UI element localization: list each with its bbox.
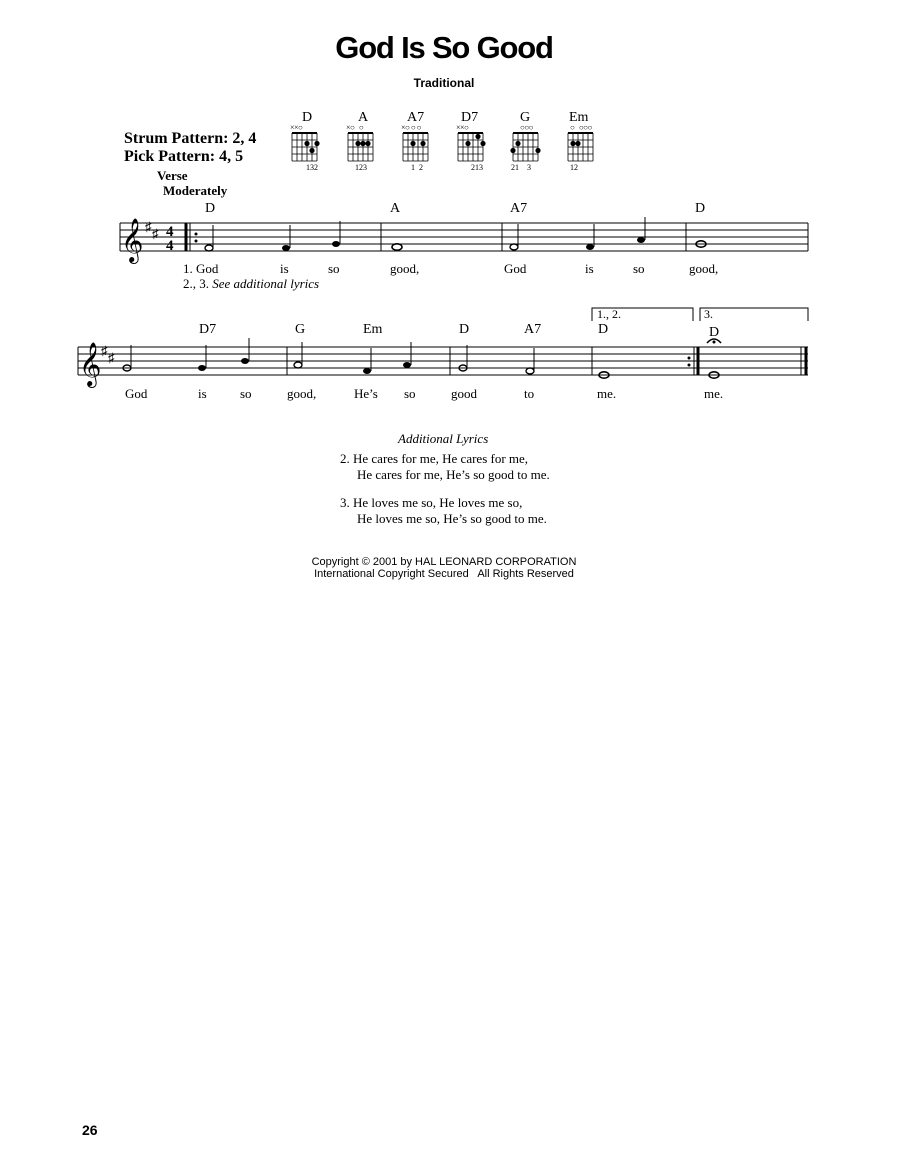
lyric-syllable: good,: [287, 386, 317, 401]
strum-pattern: Strum Pattern: 2, 4: [124, 130, 257, 147]
treble-clef-icon: 𝄞: [121, 220, 144, 262]
chord-fingering: 21 3: [511, 163, 531, 172]
chord-open-mute-marks: ××○: [290, 123, 303, 132]
staff-system-2: [0, 334, 900, 394]
chord-symbol: A7: [510, 201, 528, 216]
lyric-syllable: good: [451, 386, 477, 401]
chord-fingering: 12: [570, 163, 578, 172]
chord-diagram-name: A: [358, 110, 369, 125]
lyric-syllable: to: [524, 386, 535, 401]
chord-open-mute-marks: ○○○: [520, 123, 533, 132]
chord-symbol: D: [459, 322, 470, 337]
chord-symbol: D: [598, 322, 609, 337]
svg-text:4: 4: [166, 224, 174, 240]
lyric-syllable: is: [198, 386, 207, 401]
chord-grid-graphics: [0, 0, 900, 175]
lyric-syllable: is: [280, 261, 289, 276]
staff-system-1: [0, 210, 900, 270]
volta-brackets: [0, 300, 900, 330]
chord-fingering: 132: [306, 163, 318, 172]
additional-lyrics-heading: Additional Lyrics: [398, 431, 489, 446]
chord-diagram-name: A7: [407, 110, 425, 125]
lyric-note: [183, 276, 319, 292]
tempo-marking: Moderately: [163, 183, 228, 198]
lyric-syllable: good,: [689, 261, 719, 276]
first-second-ending-label: 1., 2.: [597, 307, 621, 321]
chord-symbol: D: [695, 201, 706, 216]
lyric-syllable: so: [404, 386, 416, 401]
chord-symbol: G: [295, 322, 306, 337]
treble-clef-icon: 𝄞: [79, 344, 102, 386]
pick-pattern: Pick Pattern: 4, 5: [124, 148, 244, 165]
chord-open-mute-marks: ×○ ○ ○: [401, 123, 422, 132]
lyric-syllable: so: [633, 261, 645, 276]
lyric-note-prefix: 2., 3.: [183, 276, 209, 291]
lyric-syllable: me.: [704, 386, 724, 401]
chord-symbol: A7: [524, 322, 542, 337]
verse-3-line-2: He loves me so, He’s so good to me.: [357, 511, 547, 526]
lyric-note-text: See additional lyrics: [212, 276, 320, 291]
chord-fingering: 213: [471, 163, 483, 172]
verse-2-line-2: He cares for me, He’s so good to me.: [357, 467, 550, 482]
chord-fingering: 123: [355, 163, 367, 172]
chord-open-mute-marks: ○ ○○○: [570, 123, 592, 132]
verse-3-line-1: 3. He loves me so, He loves me so,: [340, 495, 523, 510]
page-number: 26: [82, 1122, 98, 1138]
song-title: God Is So Good: [335, 30, 553, 65]
lyric-syllable: is: [585, 261, 594, 276]
lyric-syllable: God: [125, 386, 148, 401]
chord-diagrams: [0, 0, 900, 175]
chord-symbol: D: [709, 325, 720, 340]
chord-symbol: Em: [363, 322, 383, 337]
lyric-syllable: so: [328, 261, 340, 276]
lyric-syllable: me.: [597, 386, 617, 401]
chord-open-mute-marks: ××○: [456, 123, 469, 132]
lyric-syllable: He’s: [354, 386, 378, 401]
svg-text:4: 4: [166, 238, 174, 254]
chord-symbol: D7: [199, 322, 217, 337]
svg-text:♯: ♯: [152, 226, 159, 241]
chord-diagram-name: D: [302, 110, 313, 125]
chord-diagram-name: G: [520, 110, 531, 125]
chord-diagram-name: Em: [569, 110, 589, 125]
svg-text:♯: ♯: [101, 343, 108, 358]
chord-diagram-name: D7: [461, 110, 479, 125]
chord-open-mute-marks: ×○ ○: [346, 123, 364, 132]
lyric-syllable: so: [240, 386, 252, 401]
svg-text:♯: ♯: [108, 350, 115, 365]
composer-credit: Traditional: [413, 76, 475, 90]
copyright-line-2: International Copyright Secured All Rights Reserved: [314, 568, 574, 580]
verse-2-line-1: 2. He cares for me, He cares for me,: [340, 451, 529, 466]
svg-text:♯: ♯: [145, 219, 152, 234]
lyric-syllable: 1. God: [183, 261, 219, 276]
copyright-line-1: Copyright © 2001 by HAL LEONARD CORPORATION: [311, 556, 577, 568]
lyric-syllable: God: [504, 261, 527, 276]
third-ending-label: 3.: [704, 307, 713, 321]
section-label: Verse: [157, 168, 188, 183]
chord-symbol: D: [205, 201, 216, 216]
lyric-syllable: good,: [390, 261, 420, 276]
chord-fingering: 1 2: [411, 163, 423, 172]
chord-symbol: A: [390, 201, 401, 216]
